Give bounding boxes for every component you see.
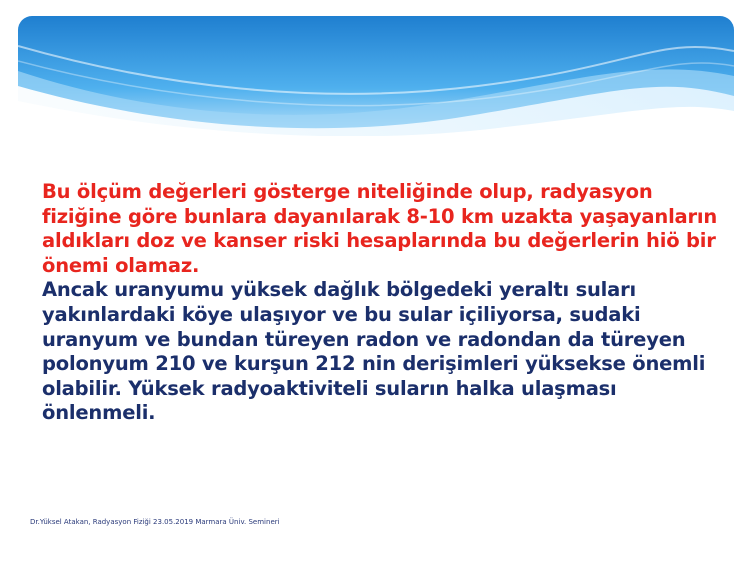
paragraph-red: Bu ölçüm değerleri gösterge niteliğinde olup, radyasyon fiziğine göre bunlara dayanılarak 8-10 km uzakta yaşayanların aldıkları doz ve kanser riski hesaplarında bu değerlerin hiö bir önemi olamaz. — [42, 180, 718, 277]
paragraph-navy: Ancak uranyumu yüksek dağlık bölgedeki yeraltı suları yakınlardaki köye ulaşıyor ve bu sular içiliyorsa, sudaki uranyum ve bundan türeyen radon ve radondan da türeyen polonyum 210 ve kurşun 212 nin derişimleri yüksekse önemli olabilir. Yüksek radyoaktiviteli suların halka ulaşması önlenmeli. — [42, 278, 706, 425]
wave-graphic — [18, 16, 734, 136]
slide-body — [42, 180, 732, 426]
header-wave-banner — [18, 16, 734, 136]
slide-footer: Dr.Yüksel Atakan, Radyasyon Fiziği 23.05.2019 Marmara Üniv. Semineri — [30, 518, 280, 526]
